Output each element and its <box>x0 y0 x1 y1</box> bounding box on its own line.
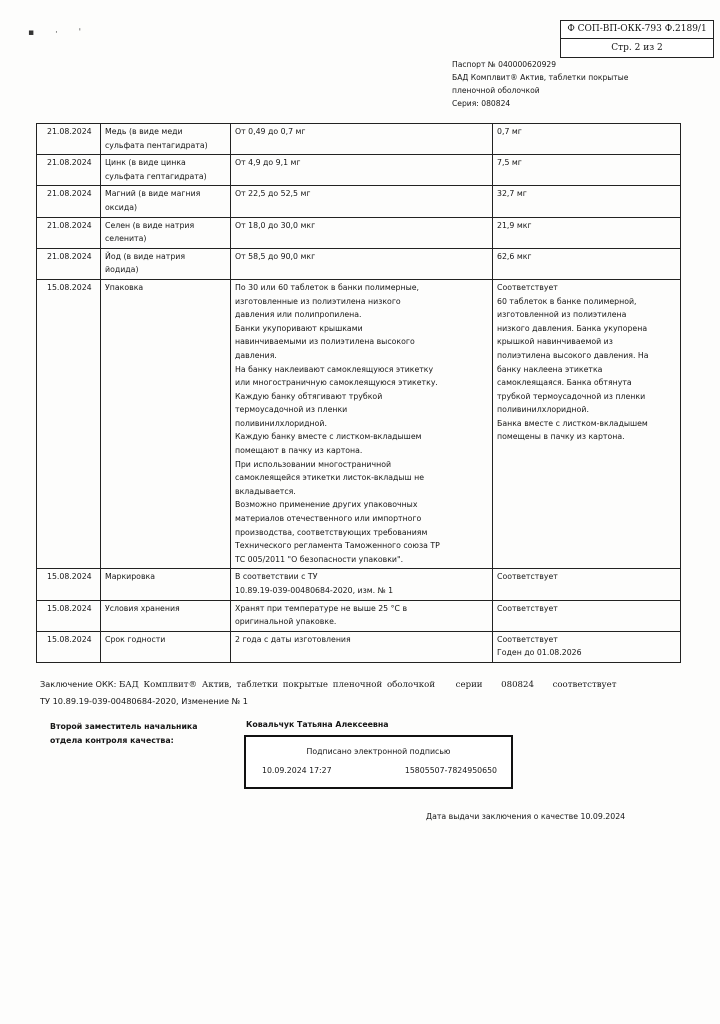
table-row <box>37 279 681 568</box>
product-name-line1: БАД Комплвит® Актив, таблетки покрытые <box>452 73 629 82</box>
conclusion-line2: ТУ 10.89.19-039-00480684-2020, Изменение № 1 <box>40 696 248 706</box>
form-code: Ф СОП-ВП-ОКК-793 Ф.2189/1 <box>561 21 713 39</box>
cell-norm-line: Каждую банку обтягивают трубкой <box>235 391 383 401</box>
signer-title-line2: отдела контроля качества: <box>50 736 174 745</box>
cell-indicator-line: селенита) <box>105 234 147 244</box>
cell-indicator-line: йодида) <box>105 265 139 275</box>
cell-norm <box>231 186 493 217</box>
cell-result-line: Годен до 01.08.2026 <box>497 648 582 658</box>
cell-norm-line: При использовании многостраничной <box>235 459 392 469</box>
cell-result-line: 0,7 мг <box>497 127 522 136</box>
cell-result <box>493 600 681 631</box>
table-row <box>37 217 681 248</box>
scan-specks: ▪ · ˈ <box>28 28 91 38</box>
table-row <box>37 600 681 631</box>
cell-norm <box>231 155 493 186</box>
cell-date: 21.08.2024 <box>37 248 101 279</box>
results-table-body <box>37 124 681 663</box>
cell-indicator <box>101 600 231 631</box>
table-row <box>37 569 681 600</box>
cell-result-line: 60 таблеток в банке полимерной, <box>497 296 637 306</box>
cell-norm-line: вкладывается. <box>235 486 296 496</box>
cell-norm-line: давления. <box>235 350 277 360</box>
cell-result-line: помещены в пачку из картона. <box>497 432 625 442</box>
cell-norm-line: навинчиваемыми из полиэтилена высокого <box>235 337 415 347</box>
cell-result-line: 7,5 мг <box>497 158 522 168</box>
cell-norm-line: изготовленные из полиэтилена низкого <box>235 296 401 306</box>
cell-result-line: Соответствует <box>497 634 558 644</box>
cell-indicator <box>101 124 231 155</box>
conclusion-series-number: 080824 <box>501 680 534 690</box>
esign-certificate: 15805507-7824950650 <box>404 766 497 775</box>
cell-norm-line: На банку наклеивают самоклеящуюся этикетку <box>235 364 434 374</box>
table-row <box>37 155 681 186</box>
conclusion <box>40 676 690 709</box>
conclusion-series-word: серии <box>455 680 483 690</box>
cell-norm-line: 10.89.19-039-00480684-2020, изм. № 1 <box>235 586 394 595</box>
cell-result-line: 62,6 мкг <box>497 251 532 261</box>
cell-date: 15.08.2024 <box>37 600 101 631</box>
cell-indicator <box>101 217 231 248</box>
cell-indicator-line: сульфата гептагидрата) <box>105 171 207 181</box>
cell-indicator <box>101 569 231 600</box>
cell-norm <box>231 279 493 568</box>
page-number: Стр. 2 из 2 <box>611 43 663 53</box>
issue-date: Дата выдачи заключения о качестве 10.09.2024 <box>426 812 626 821</box>
cell-indicator-line: Условия хранения <box>105 603 180 613</box>
cell-norm-line: или многостраничную самоклеящуюся этикетку. <box>235 378 438 388</box>
cell-norm-line: Технического регламента Таможенного союза ТР <box>235 541 440 551</box>
conclusion-line1 <box>40 676 690 693</box>
cell-result-line: 32,7 мг <box>497 189 527 199</box>
esign-title: Подписано электронной подписью <box>306 747 451 756</box>
cell-norm-line: ТС 005/2011 "О безопасности упаковки". <box>235 554 404 564</box>
cell-norm <box>231 631 493 662</box>
cell-norm-line: 2 года с даты изготовления <box>235 634 351 644</box>
signer-title-line1: Второй заместитель начальника <box>50 722 198 731</box>
cell-result <box>493 155 681 186</box>
cell-indicator <box>101 155 231 186</box>
cell-result-line: низкого давления. Банка укупорена <box>497 323 648 333</box>
cell-result-line: самоклеящаяся. Банка обтянута <box>497 378 632 388</box>
cell-result <box>493 248 681 279</box>
cell-indicator-line: оксида) <box>105 202 138 212</box>
cell-indicator-line: Упаковка <box>105 282 144 292</box>
cell-norm-line: От 18,0 до 30,0 мкг <box>235 220 316 230</box>
cell-result <box>493 124 681 155</box>
results-table <box>36 123 681 663</box>
cell-indicator <box>101 279 231 568</box>
cell-result <box>493 569 681 600</box>
cell-norm-line: оригинальной упаковке. <box>235 617 337 627</box>
table-row <box>37 248 681 279</box>
table-row <box>37 186 681 217</box>
product-name-line2: пленочной оболочкой <box>452 86 540 95</box>
cell-result <box>493 217 681 248</box>
electronic-signature-stamp <box>244 735 513 789</box>
signer-title <box>50 720 250 748</box>
cell-norm-line: давления или полипропилена. <box>235 310 362 320</box>
cell-norm <box>231 124 493 155</box>
cell-indicator-line: Йод (в виде натрия <box>105 251 186 261</box>
cell-norm <box>231 217 493 248</box>
cell-norm-line: самоклеящейся этикетки листок-вкладыш не <box>235 473 425 483</box>
cell-indicator <box>101 186 231 217</box>
cell-date: 21.08.2024 <box>37 155 101 186</box>
cell-result-line: Банка вместе с листком-вкладышем <box>497 418 648 428</box>
cell-indicator-line: Магний (в виде магния <box>105 189 201 199</box>
cell-norm-line: термоусадочной из пленки <box>235 405 348 415</box>
cell-norm-line: поливинилхлоридной. <box>235 418 327 428</box>
passport-number: Паспорт № 040000620929 <box>452 60 557 69</box>
cell-result-line: Соответствует <box>497 572 558 582</box>
cell-norm-line: Каждую банку вместе с листком-вкладышем <box>235 432 422 442</box>
cell-date: 15.08.2024 <box>37 279 101 568</box>
cell-norm-line: От 22,5 до 52,5 мг <box>235 189 311 199</box>
cell-norm-line: производства, соответствующих требованиям <box>235 527 428 537</box>
cell-norm-line: От 4,9 до 9,1 мг <box>235 158 301 168</box>
cell-indicator-line: Срок годности <box>105 634 166 644</box>
cell-result-line: крышкой навинчиваемой из <box>497 337 613 347</box>
form-code-box <box>560 20 714 58</box>
cell-result-line: Соответствует <box>497 603 558 613</box>
passport-block <box>452 58 652 110</box>
series-number: Серия: 080824 <box>452 99 511 108</box>
cell-result <box>493 186 681 217</box>
cell-norm-line: По 30 или 60 таблеток в банки полимерные, <box>235 282 420 292</box>
cell-result-line: изготовленной из полиэтилена <box>497 310 627 320</box>
cell-norm <box>231 248 493 279</box>
cell-norm-line: От 58,5 до 90,0 мкг <box>235 251 316 261</box>
cell-norm-line: Возможно применение других упаковочных <box>235 500 418 510</box>
cell-norm-line: Банки укупоривают крышками <box>235 323 363 333</box>
table-row <box>37 631 681 662</box>
cell-result-line: Соответствует <box>497 282 558 292</box>
cell-indicator <box>101 248 231 279</box>
cell-result-line: трубкой термоусадочной из пленки <box>497 391 646 401</box>
cell-result-line: банку наклеена этикетка <box>497 364 603 374</box>
esign-datetime: 10.09.2024 17:27 <box>262 766 332 775</box>
signer-name: Ковальчук Татьяна Алексеевна <box>246 720 389 729</box>
cell-norm-line: материалов отечественного или импортного <box>235 514 422 524</box>
cell-norm-line: В соответствии с ТУ <box>235 572 318 582</box>
conclusion-product: БАД Комплвит® Актив, таблетки покрытые пленочной оболочкой <box>118 680 436 690</box>
cell-indicator-line: Маркировка <box>105 572 156 582</box>
cell-result-line: полиэтилена высокого давления. На <box>497 350 649 360</box>
cell-result <box>493 631 681 662</box>
cell-indicator-line: Медь (в виде меди <box>105 127 183 136</box>
cell-date: 21.08.2024 <box>37 186 101 217</box>
cell-date: 15.08.2024 <box>37 569 101 600</box>
cell-indicator <box>101 631 231 662</box>
cell-norm-line: От 0,49 до 0,7 мг <box>235 127 306 136</box>
cell-norm <box>231 600 493 631</box>
conclusion-verdict: соответствует <box>552 680 617 690</box>
cell-result <box>493 279 681 568</box>
table-row <box>37 124 681 155</box>
cell-result-line: поливинилхлоридной. <box>497 405 589 415</box>
cell-result-line: 21,9 мкг <box>497 220 532 230</box>
conclusion-label: Заключение ОКК: <box>40 679 117 689</box>
cell-indicator-line: сульфата пентагидрата) <box>105 140 208 150</box>
cell-date: 21.08.2024 <box>37 217 101 248</box>
cell-date: 15.08.2024 <box>37 631 101 662</box>
cell-date: 21.08.2024 <box>37 124 101 155</box>
cell-indicator-line: Селен (в виде натрия <box>105 220 195 230</box>
cell-norm-line: Хранят при температуре не выше 25 °С в <box>235 603 408 613</box>
cell-norm <box>231 569 493 600</box>
cell-norm-line: помещают в пачку из картона. <box>235 446 363 456</box>
cell-indicator-line: Цинк (в виде цинка <box>105 158 186 168</box>
